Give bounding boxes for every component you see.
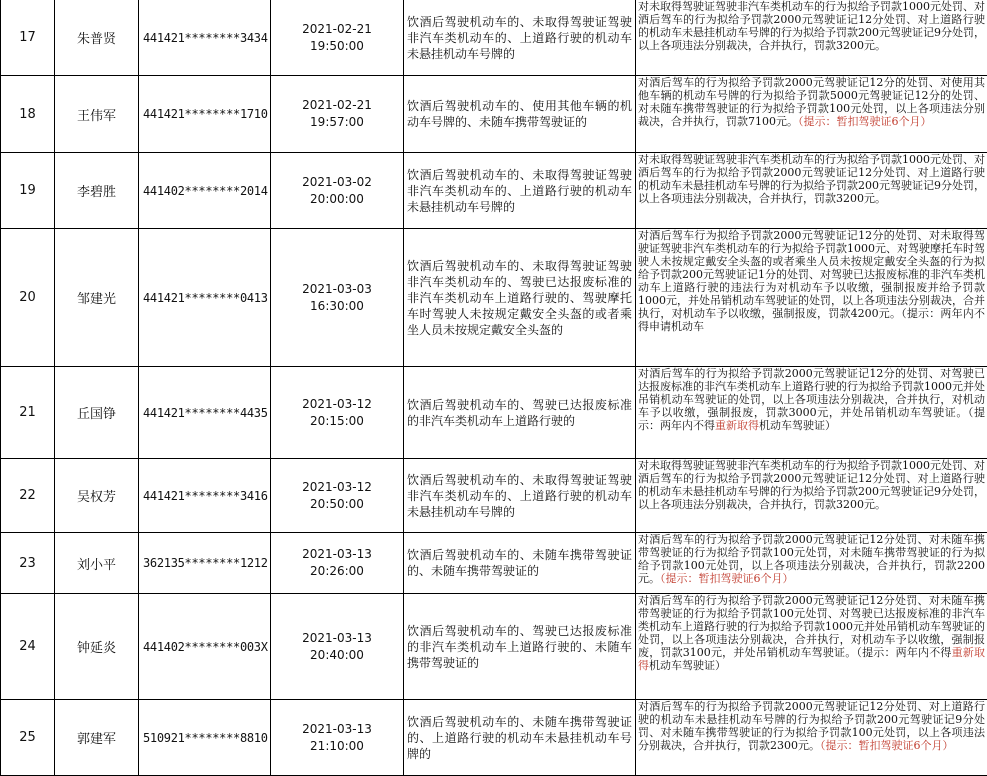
person-name: 刘小平 <box>55 533 139 594</box>
violation-date: 2021-02-21 <box>302 98 372 112</box>
table-row <box>1 0 987 76</box>
violation-time <box>271 533 404 594</box>
id-number: 441421********3434 <box>139 0 271 76</box>
violation-time <box>271 594 404 700</box>
person-name: 郭建军 <box>55 700 139 776</box>
person-name: 邹建光 <box>55 229 139 367</box>
penalty-decision <box>636 367 987 459</box>
violation-date: 2021-03-13 <box>302 547 372 561</box>
violation-acts: 饮酒后驾驶机动车的、使用其他车辆的机动车号牌的、未随车携带驾驶证的 <box>404 76 636 153</box>
violation-acts: 饮酒后驾驶机动车的、未取得驾驶证驾驶非汽车类机动车的、上道路行驶的机动车未悬挂机动车号牌的 <box>404 0 636 76</box>
violation-date: 2021-02-21 <box>302 21 372 36</box>
violation-time <box>271 459 404 533</box>
violation-acts: 饮酒后驾驶机动车的、未取得驾驶证驾驶非汽车类机动车的、上道路行驶的机动车未悬挂机动车号牌的 <box>404 459 636 533</box>
violation-clock: 20:00:00 <box>310 191 364 206</box>
id-number: 441402********2014 <box>139 153 271 229</box>
row-number: 24 <box>1 594 55 700</box>
violation-clock: 20:40:00 <box>310 647 364 662</box>
violation-date: 2021-03-02 <box>302 174 372 189</box>
penalty-text: 对酒后驾车的行为拟给予罚款2000元驾驶证记12分处罚、对未随车携带驾驶证的行为拟给予罚款100元处罚，对未随车携带驾驶证的行为拟给予罚款100元处罚，以上各项违法分别裁决，合并执行，罚款2200元。 <box>638 533 985 585</box>
violation-clock: 16:30:00 <box>310 298 364 313</box>
table-row <box>1 153 987 229</box>
penalty-decision <box>636 700 987 776</box>
violation-time <box>271 367 404 459</box>
penalty-text: 对酒后驾车的行为拟给予罚款2000元驾驶证记12分处罚、对未随车携带驾驶证的行为拟给予罚款100元处罚、对驾驶已达报废标准的非汽车类机动车上道路行驶的行为拟给予罚款1000元并处吊销机动车驾驶证的处罚，以上各项违法分别裁决，合并执行，对机动车予以收缴，强制报废，罚款3100元，并处吊销机动车驾驶证。（提示：两年内不得 <box>638 594 985 659</box>
violation-clock: 20:15:00 <box>310 413 364 428</box>
id-number: 510921********8810 <box>139 700 271 776</box>
violation-date: 2021-03-13 <box>302 721 372 736</box>
violation-time <box>271 700 404 776</box>
id-number: 441421********3416 <box>139 459 271 533</box>
row-number: 25 <box>1 700 55 776</box>
person-name: 李碧胜 <box>55 153 139 229</box>
person-name: 丘国铮 <box>55 367 139 459</box>
penalty-text: 对未取得驾驶证驾驶非汽车类机动车的行为拟给予罚款1000元处罚、对酒后驾车的行为拟给予罚款2000元驾驶证记12分处罚、对上道路行驶的机动车未悬挂机动车号牌的行为拟给予罚款200元驾驶证记9分处罚，以上各项违法分别裁决，合并执行，罚款3200元。 <box>638 0 985 52</box>
violation-time <box>271 153 404 229</box>
person-name: 朱普贤 <box>55 0 139 76</box>
penalty-tail: 机动车驾驶证） <box>649 659 726 672</box>
penalty-decision <box>636 0 987 76</box>
violation-clock: 20:50:00 <box>310 496 364 511</box>
violation-time <box>271 229 404 367</box>
row-number: 17 <box>1 0 55 76</box>
penalty-note: （提示：暂扣驾驶证6个月） <box>798 115 932 128</box>
penalty-text: 对酒后驾车的行为拟给予罚款2000元驾驶证记12分处罚、对上道路行驶的机动车未悬挂机动车号牌的行为拟给予罚款200元驾驶证记9分处罚、对未随车携带驾驶证的行为拟给予罚款100元处罚，以上各项违法分别裁决，合并执行，罚款2300元。 <box>638 700 985 752</box>
penalty-note: （提示：暂扣驾驶证6个月） <box>660 572 794 585</box>
penalty-text: 对未取得驾驶证驾驶非汽车类机动车的行为拟给予罚款1000元处罚、对酒后驾车的行为拟给予罚款2000元驾驶证记12分处罚、对上道路行驶的机动车未悬挂机动车号牌的行为拟给予罚款200元驾驶证记9分处罚，以上各项违法分别裁决，合并执行，罚款3200元。 <box>638 459 985 511</box>
row-number: 20 <box>1 229 55 367</box>
violation-acts: 饮酒后驾驶机动车的、未取得驾驶证驾驶非汽车类机动车的、驾驶已达报废标准的非汽车类机动车上道路行驶的、驾驶摩托车时驾驶人未按规定戴安全头盔的或者乘坐人员未按规定戴安全头盔的 <box>404 229 636 367</box>
penalty-tail: 机动车驾驶证） <box>759 419 836 432</box>
row-number: 23 <box>1 533 55 594</box>
violation-date: 2021-03-12 <box>302 396 372 411</box>
row-number: 22 <box>1 459 55 533</box>
violation-acts: 饮酒后驾驶机动车的、未取得驾驶证驾驶非汽车类机动车的、上道路行驶的机动车未悬挂机动车号牌的 <box>404 153 636 229</box>
penalty-decision <box>636 229 987 367</box>
violation-date: 2021-03-03 <box>302 281 372 296</box>
penalty-table-body <box>1 0 987 776</box>
row-number: 18 <box>1 76 55 153</box>
table-row <box>1 229 987 367</box>
violation-clock: 20:26:00 <box>310 564 364 578</box>
violation-date: 2021-03-13 <box>302 630 372 645</box>
violation-time <box>271 76 404 153</box>
penalty-decision <box>636 533 987 594</box>
penalty-decision <box>636 153 987 229</box>
violation-date: 2021-03-12 <box>302 479 372 494</box>
violation-clock: 19:50:00 <box>310 38 364 53</box>
violation-clock: 21:10:00 <box>310 738 364 753</box>
person-name: 钟延炎 <box>55 594 139 700</box>
table-row <box>1 533 987 594</box>
penalty-note: （提示：暂扣驾驶证6个月） <box>820 739 954 752</box>
violation-acts: 饮酒后驾驶机动车的、驾驶已达报废标准的非汽车类机动车上道路行驶的、未随车携带驾驶证的 <box>404 594 636 700</box>
penalty-emphasis: 重新取得 <box>638 646 986 672</box>
person-name: 吴权芳 <box>55 459 139 533</box>
table-row <box>1 367 987 459</box>
row-number: 21 <box>1 367 55 459</box>
penalty-text: 对酒后驾车的行为拟给予罚款2000元驾驶证记12分的处罚、对使用其他车辆的机动车号牌的行为拟给予罚款5000元驾驶证记12分的处罚、对未随车携带驾驶证的行为拟给予罚款100元处罚，以上各项违法分别裁决，合并执行，罚款7100元。 <box>638 76 985 128</box>
row-number: 19 <box>1 153 55 229</box>
violation-time <box>271 0 404 76</box>
id-number: 441421********0413 <box>139 229 271 367</box>
violation-clock: 19:57:00 <box>310 115 364 129</box>
table-row <box>1 459 987 533</box>
table-row <box>1 76 987 153</box>
violation-acts: 饮酒后驾驶机动车的、驾驶已达报废标准的非汽车类机动车上道路行驶的 <box>404 367 636 459</box>
penalty-emphasis: 重新取得 <box>715 419 759 432</box>
id-number: 441402********003X <box>139 594 271 700</box>
id-number: 441421********1710 <box>139 76 271 153</box>
id-number: 362135********1212 <box>139 533 271 594</box>
penalty-decision <box>636 459 987 533</box>
penalty-text: 对未取得驾驶证驾驶非汽车类机动车的行为拟给予罚款1000元处罚、对酒后驾车的行为拟给予罚款2000元驾驶证记12分处罚、对上道路行驶的机动车未悬挂机动车号牌的行为拟给予罚款200元驾驶证记9分处罚，以上各项违法分别裁决，合并执行，罚款3200元。 <box>638 153 985 205</box>
violation-acts: 饮酒后驾驶机动车的、未随车携带驾驶证的、上道路行驶的机动车未悬挂机动车号牌的 <box>404 700 636 776</box>
id-number: 441421********4435 <box>139 367 271 459</box>
violation-acts: 饮酒后驾驶机动车的、未随车携带驾驶证的、未随车携带驾驶证的 <box>404 533 636 594</box>
table-row <box>1 700 987 776</box>
penalty-text: 对酒后驾车的行为拟给予罚款2000元驾驶证记12分的处罚、对驾驶已达报废标准的非汽车类机动车上道路行驶的行为拟给予罚款1000元并处吊销机动车驾驶证的处罚，以上各项违法分别裁决，合并执行，对机动车予以收缴，强制报废，罚款3000元，并处吊销机动车驾驶证。（提示：两年内不得 <box>638 367 985 432</box>
table-row <box>1 594 987 700</box>
penalty-text: 对酒后驾车行为拟给予罚款2000元驾驶证记12分的处罚、对未取得驾驶证驾驶非汽车类机动车的行为拟给予罚款1000元、对驾驶摩托车时驾驶人未按规定戴安全头盔的或者乘坐人员未按规定戴安全头盔的行为拟给予罚款200元驾驶证记1分的处罚、对驾驶已达报废标准的非汽车类机动车上道路行驶的违法行为对机动车予以收缴，强制报废并给予罚款1000元，并处吊销机动车驾驶证的处罚，以上各项违法分别裁决，合并执行，对机动车予以收缴，强制报废，罚款4200元。（提示：两年内不得申请机动车 <box>638 229 985 333</box>
penalty-decision <box>636 76 987 153</box>
penalty-decision <box>636 594 987 700</box>
person-name: 王伟军 <box>55 76 139 153</box>
